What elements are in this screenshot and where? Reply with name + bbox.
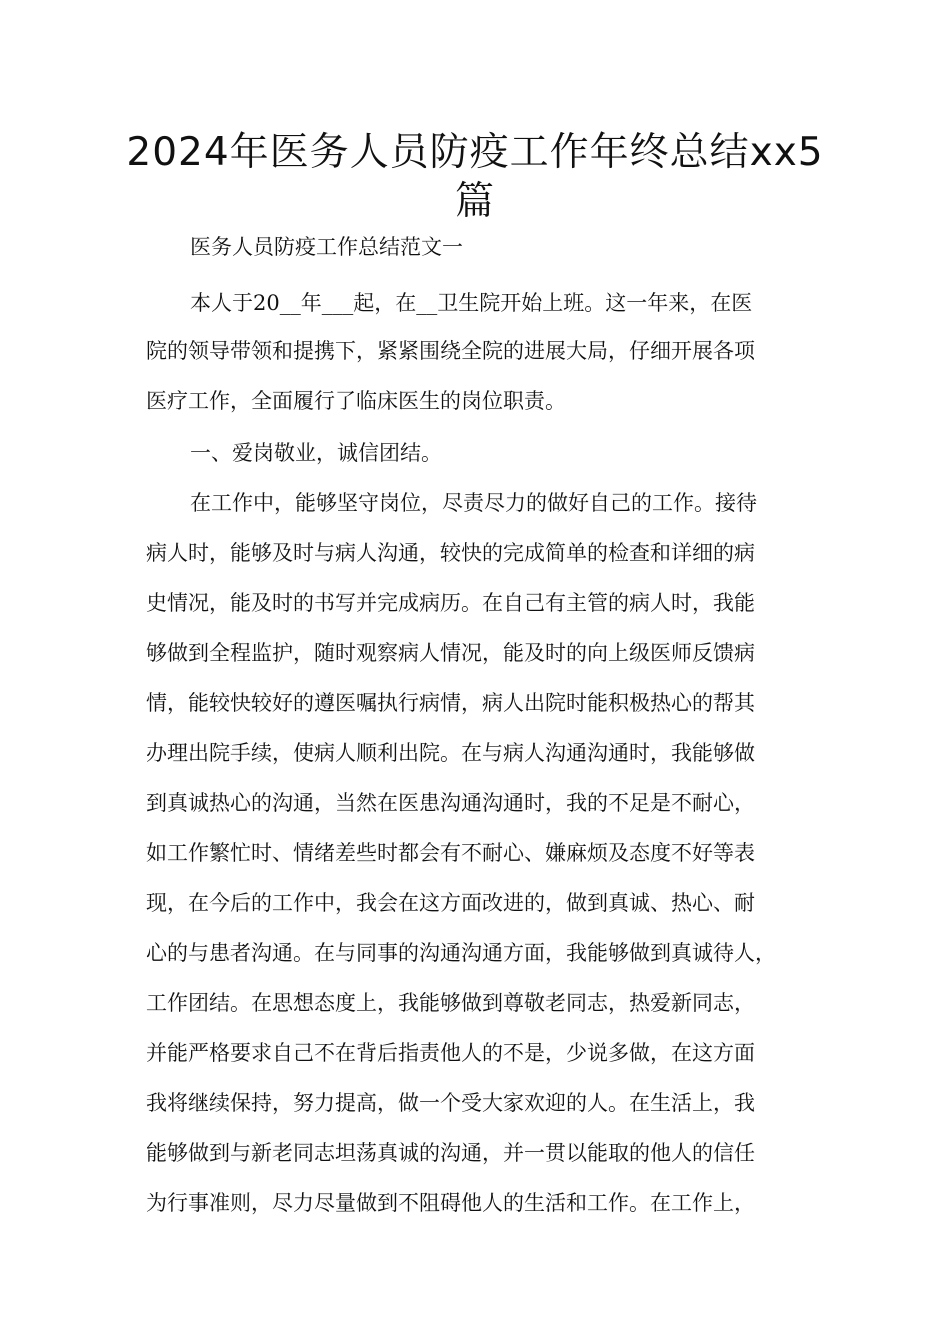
text-line: 我将继续保持，努力提高，做一个受大家欢迎的人。在生活上，我 — [146, 1091, 755, 1115]
text-line: 并能严格要求自己不在背后指责他人的不是，少说多做，在这方面 — [146, 1041, 755, 1065]
text-line: 为行事准则，尽力尽量做到不阻碍他人的生活和工作。在工作上， — [146, 1191, 755, 1215]
text-line: 医疗工作，全面履行了临床医生的岗位职责。 — [146, 389, 566, 413]
text-line: 工作团结。在思想态度上，我能够做到尊敬老同志，热爱新同志， — [146, 991, 755, 1015]
text-line: 如工作繁忙时、情绪差些时都会有不耐心、嫌麻烦及态度不好等表 — [146, 841, 755, 865]
text-line: 院的领导带领和提携下，紧紧围绕全院的进展大局，仔细开展各项 — [146, 339, 755, 363]
text-line: 病人时，能够及时与病人沟通，较快的完成简单的检查和详细的病 — [146, 541, 755, 565]
text-line: 在工作中，能够坚守岗位，尽责尽力的做好自己的工作。接待 — [190, 491, 757, 515]
section-heading: 医务人员防疫工作总结范文一 — [190, 235, 463, 259]
text-line: 到真诚热心的沟通，当然在医患沟通沟通时，我的不足是不耐心， — [146, 791, 755, 815]
section-heading: 一、爱岗敬业，诚信团结。 — [190, 441, 442, 465]
text-line: 办理出院手续，使病人顺利出院。在与病人沟通沟通时，我能够做 — [146, 741, 755, 765]
text-line: 情，能较快较好的遵医嘱执行病情，病人出院时能积极热心的帮其 — [146, 691, 755, 715]
text-line: 够做到全程监护，随时观察病人情况，能及时的向上级医师反馈病 — [146, 641, 755, 665]
title-line-2: 篇 — [454, 179, 495, 224]
document-body — [146, 232, 836, 1238]
text-line: 能够做到与新老同志坦荡真诚的沟通，并一贯以能取的他人的信任 — [146, 1141, 755, 1165]
text-line: 心的与患者沟通。在与同事的沟通沟通方面，我能够做到真诚待人， — [146, 941, 776, 965]
title-line-1: 2024年医务人员防疫工作年终总结xx5 — [126, 130, 824, 175]
document-title — [120, 128, 830, 226]
text-line: 现，在今后的工作中，我会在这方面改进的，做到真诚、热心、耐 — [146, 891, 755, 915]
text-line: 史情况，能及时的书写并完成病历。在自己有主管的病人时，我能 — [146, 591, 755, 615]
text-line: 本人于20__年___起，在__卫生院开始上班。这一年来，在医 — [190, 291, 753, 315]
